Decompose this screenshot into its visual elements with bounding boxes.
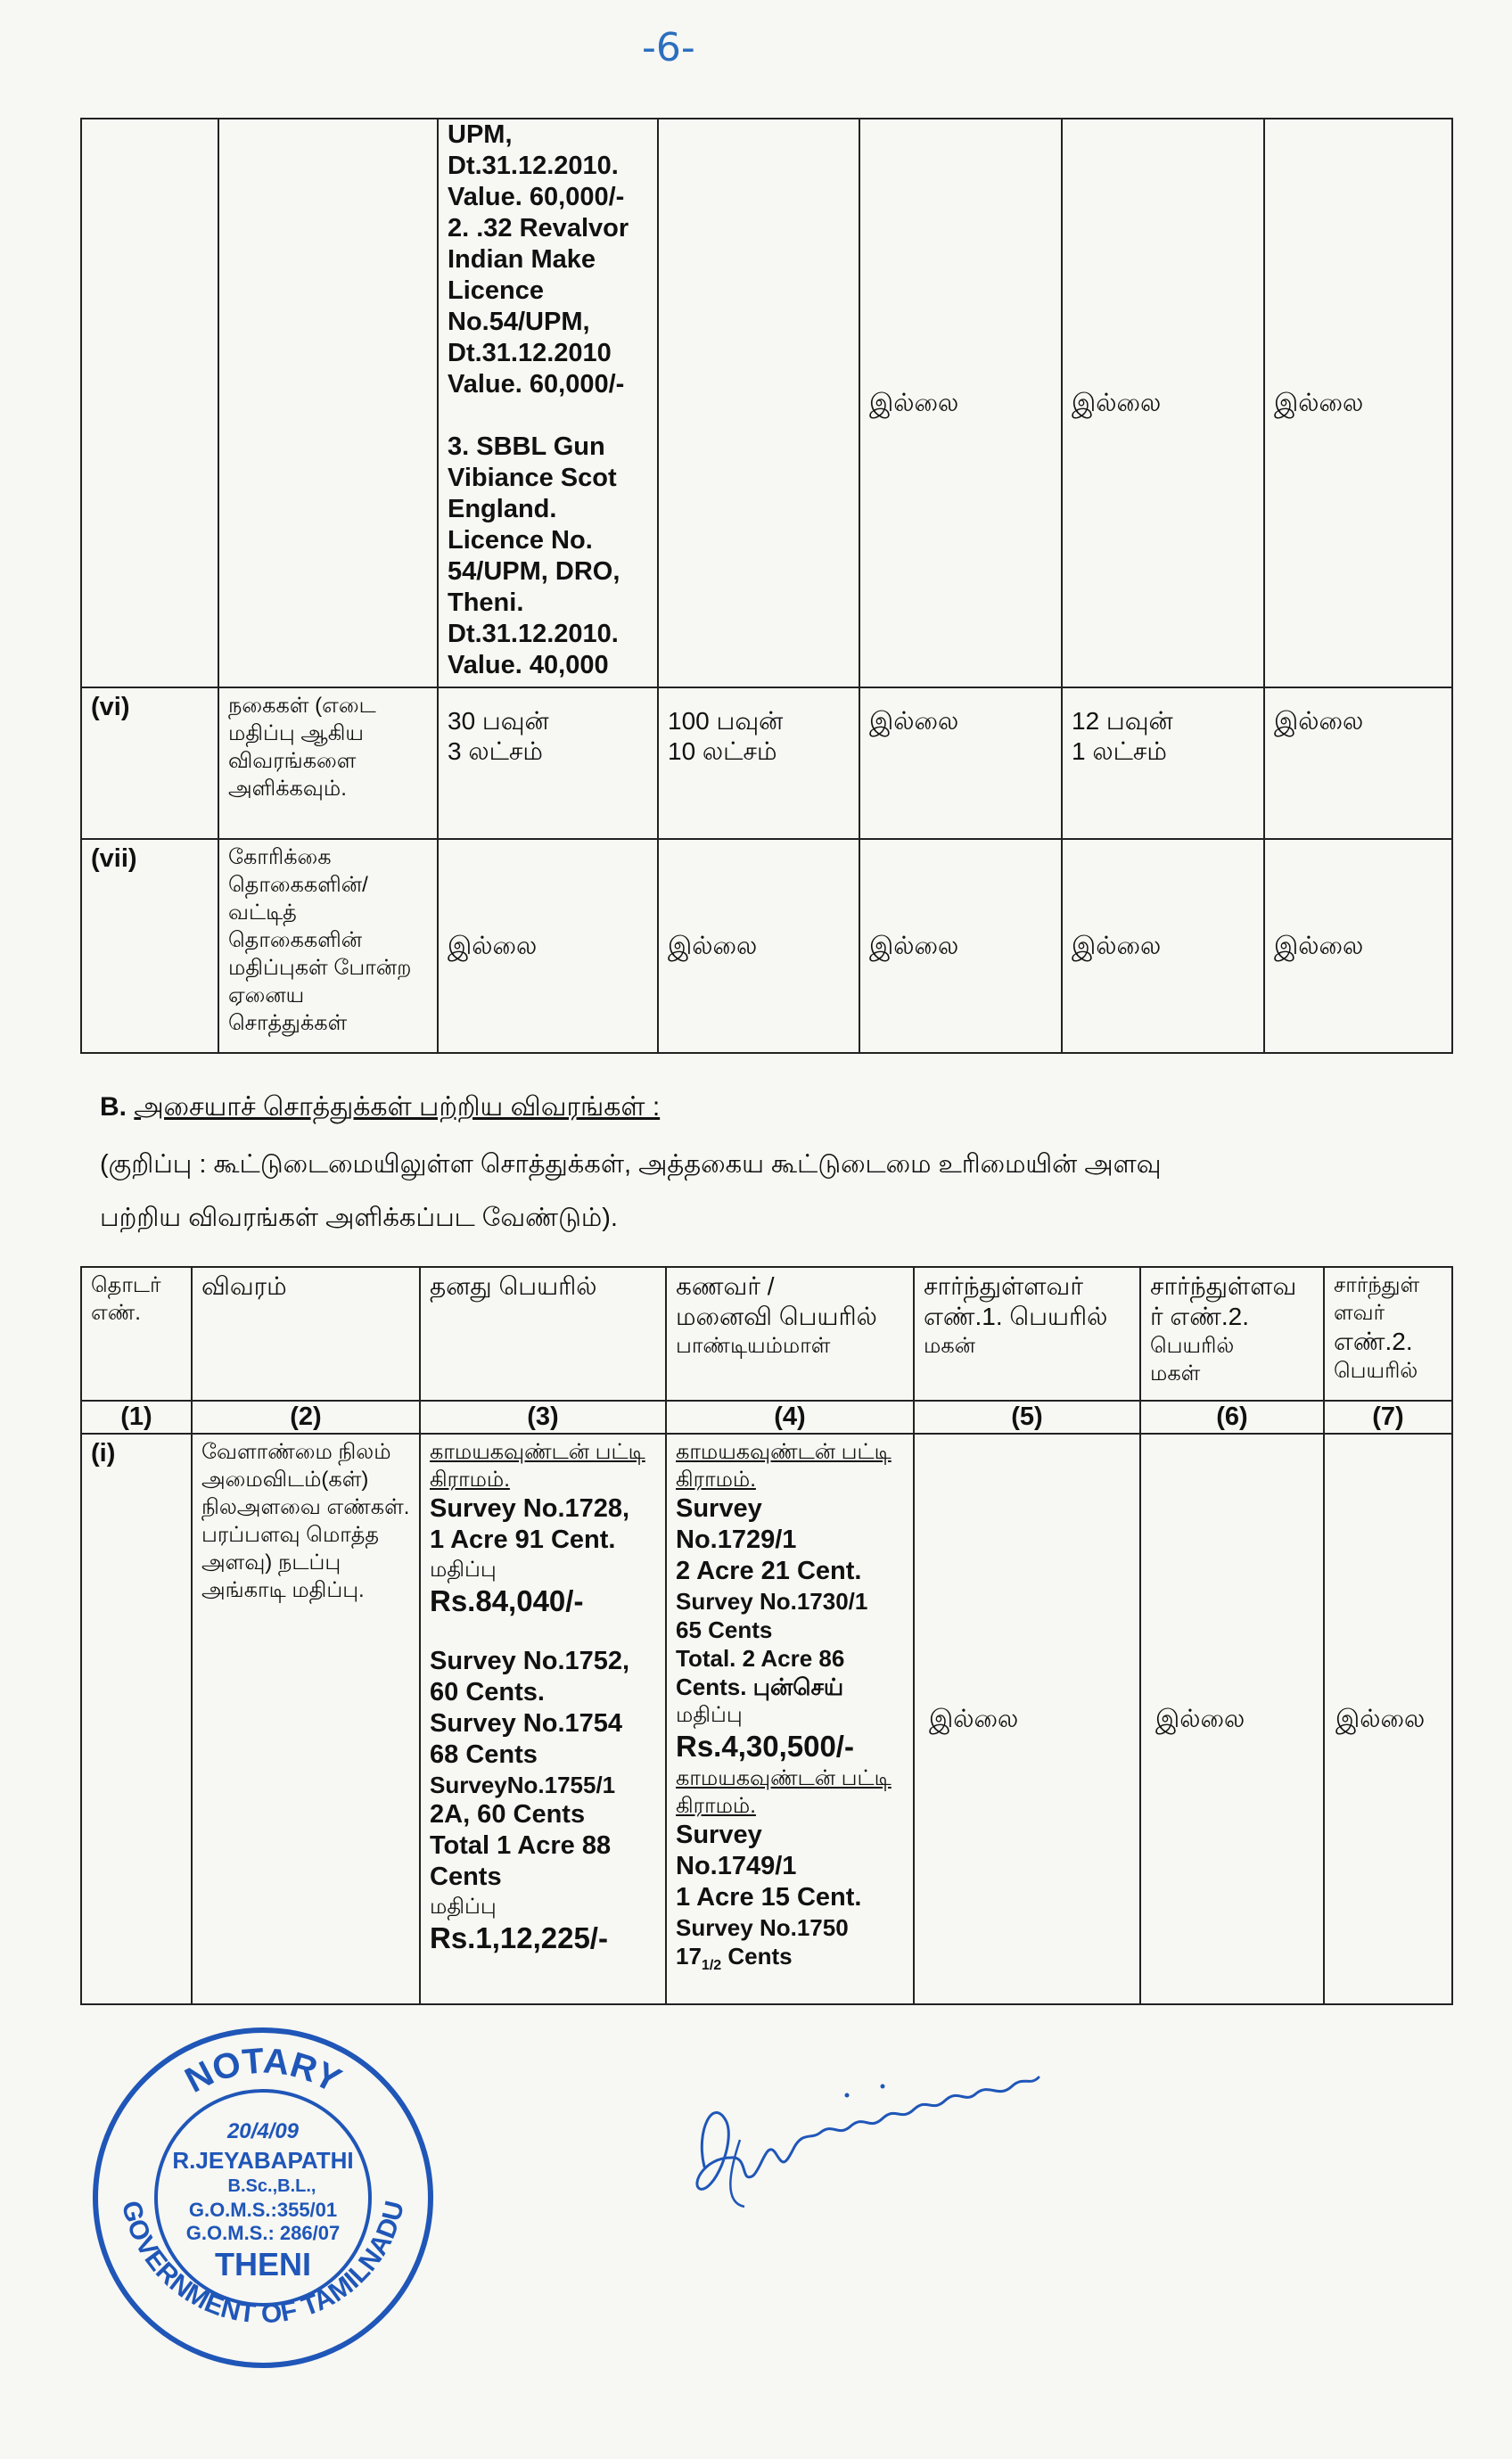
- survey-line: Survey No.1752,: [430, 1647, 630, 1675]
- survey-line: Survey No.1728,: [430, 1494, 630, 1523]
- stamp-degree: B.Sc.,B.L.,: [227, 2176, 316, 2196]
- arms-line: 3. SBBL Gun: [448, 432, 605, 461]
- arms-line: 54/UPM, DRO,: [448, 557, 620, 586]
- arms-line: No.54/UPM,: [448, 308, 590, 336]
- value-line: 12 பவுன்: [1072, 707, 1173, 735]
- arms-line: England.: [448, 495, 557, 523]
- notary-stamp: [89, 2024, 437, 2372]
- header-line: எண்.2.: [1334, 1328, 1413, 1355]
- survey-line: 1 Acre 15 Cent.: [676, 1883, 862, 1912]
- header-line: எண்.1. பெயரில்: [924, 1303, 1108, 1330]
- arms-line: UPM,: [448, 120, 513, 149]
- survey-line: 65 Cents: [676, 1616, 773, 1643]
- survey-line: [676, 1942, 904, 1980]
- value-amount: Rs.1,12,225/-: [430, 1921, 608, 1954]
- arms-line: 2. .32 Revalvor: [448, 214, 629, 243]
- row-number: (vi): [81, 687, 218, 839]
- header-line: ளவர்: [1334, 1301, 1385, 1325]
- spouse-land-details: [666, 1434, 914, 2004]
- arms-line: Indian Make: [448, 245, 596, 274]
- row-number: (i): [81, 1434, 192, 2004]
- section-letter: B.: [100, 1092, 127, 1122]
- header-line: பெயரில்: [1150, 1334, 1235, 1358]
- cell-value: இல்லை: [1140, 1434, 1324, 2004]
- row-description: கோரிக்கை தொகைகளின்/ வட்டித் தொகைகளின் மதிப்புகள் போன்ற ஏனைய சொத்துக்கள்: [218, 839, 438, 1053]
- arms-list: [438, 119, 658, 687]
- section-title: அசையாச் சொத்துக்கள் பற்றிய விவரங்கள் :: [134, 1092, 661, 1122]
- village-name: காமயகவுண்டன் பட்டி கிராமம்.: [430, 1440, 645, 1492]
- assets-table-continued: [80, 118, 1453, 1054]
- cell-value: இல்லை: [914, 1434, 1140, 2004]
- arms-line: Licence: [448, 276, 544, 305]
- value-label: மதிப்பு: [430, 1895, 497, 1919]
- row-description: நகைகள் (எடை மதிப்பு ஆகிய விவரங்களை அளிக்கவும்.: [218, 687, 438, 839]
- survey-line: 68 Cents: [430, 1740, 538, 1769]
- value-amount: Rs.4,30,500/-: [676, 1730, 854, 1763]
- cell-value: இல்லை: [859, 119, 1062, 687]
- value-label: மதிப்பு: [430, 1558, 497, 1582]
- section-note-line-1: (குறிப்பு : கூட்டுடைமையிலுள்ள சொத்துக்கள், அத்தகைய கூட்டுடைமை உரிமையின் அளவு: [100, 1150, 1162, 1179]
- cell-value: இல்லை: [1062, 839, 1264, 1053]
- immovable-assets-table: [80, 1266, 1453, 2005]
- value-line: 30 பவுன்: [448, 707, 549, 735]
- arms-line: Dt.31.12.2010: [448, 339, 612, 367]
- header-dependent-3: [1324, 1267, 1452, 1401]
- survey-line: 2 Acre 21 Cent.: [676, 1557, 862, 1585]
- page-number: -6-: [642, 25, 695, 70]
- header-line: மகன்: [924, 1334, 975, 1358]
- stamp-ring-text: GOVERNMENT OF TAMILNADU: [115, 2198, 410, 2330]
- arms-line: Theni.: [448, 588, 524, 617]
- column-number: (1): [81, 1401, 192, 1434]
- value-line: 10 லட்சம்: [668, 737, 777, 765]
- table-row: [81, 1434, 1452, 2004]
- row-description: வேளாண்மை நிலம் அமைவிடம்(கள்) நிலஅளவை எண்கள். பரப்பளவு மொத்த அளவு) நடப்பு அங்காடி மதிப்பு.: [192, 1434, 420, 2004]
- table-row: [81, 687, 1452, 839]
- arms-line: Vibiance Scot: [448, 464, 617, 492]
- cell-value: இல்லை: [1264, 687, 1452, 839]
- column-number: (4): [666, 1401, 914, 1434]
- header-line: ர் எண்.2.: [1150, 1303, 1250, 1330]
- value-label: மதிப்பு: [676, 1703, 743, 1727]
- unit: Cents: [721, 1943, 793, 1970]
- cell-empty: [658, 119, 859, 687]
- header-line: சார்ந்துள்ளவ: [1150, 1272, 1297, 1300]
- stamp-date: 20/4/09: [226, 2119, 300, 2143]
- header-line: கணவர் /: [676, 1272, 775, 1300]
- survey-line: SurveyNo.1755/1: [430, 1772, 616, 1798]
- column-number: (5): [914, 1401, 1140, 1434]
- cell-value: இல்லை: [1264, 119, 1452, 687]
- stamp-name: R.JEYABAPATHI: [172, 2147, 354, 2174]
- arms-line: Dt.31.12.2010.: [448, 152, 619, 180]
- column-number: (6): [1140, 1401, 1324, 1434]
- cell-value: இல்லை: [1062, 119, 1264, 687]
- signature: [678, 2033, 1052, 2220]
- cell-value: [1062, 687, 1264, 839]
- header-line: பெயரில்: [1334, 1359, 1418, 1383]
- table-row: [81, 119, 1452, 687]
- cell-value: இல்லை: [1264, 839, 1452, 1053]
- cell-value: [658, 687, 859, 839]
- cell-value: இல்லை: [438, 839, 658, 1053]
- stamp-top-text: NOTARY: [178, 2041, 348, 2101]
- survey-line: Survey: [676, 1494, 762, 1523]
- village-name: காமயகவுண்டன் பட்டி கிராமம்.: [676, 1766, 892, 1818]
- header-line: பாண்டியம்மாள்: [676, 1334, 831, 1358]
- village-name: காமயகவுண்டன் பட்டி கிராமம்.: [676, 1440, 892, 1492]
- survey-line: 2A, 60 Cents: [430, 1800, 586, 1829]
- header-dependent-2: [1140, 1267, 1324, 1401]
- header-line: மனைவி பெயரில்: [676, 1303, 877, 1330]
- column-number-row: [81, 1401, 1452, 1434]
- header-row: [81, 1267, 1452, 1401]
- header-line: சார்ந்துள்ளவர்: [924, 1272, 1083, 1300]
- header-spouse: [666, 1267, 914, 1401]
- fraction: 1/2: [701, 1958, 722, 1974]
- row-number: (vii): [81, 839, 218, 1053]
- stamp-goms-2: G.O.M.S.: 286/07: [185, 2222, 341, 2244]
- arms-line: Value. 60,000/-: [448, 183, 625, 211]
- header-line: மகள்: [1150, 1361, 1201, 1386]
- survey-number: 17: [676, 1943, 702, 1970]
- own-land-details: [420, 1434, 666, 2004]
- cell-empty: [81, 119, 218, 687]
- section-note-line-2: பற்றிய விவரங்கள் அளிக்கப்பட வேண்டும்).: [100, 1204, 618, 1232]
- survey-line: Survey No.1730/1: [676, 1588, 868, 1615]
- survey-line: Survey No.1750: [676, 1914, 849, 1941]
- arms-line: Value. 40,000: [448, 651, 609, 679]
- header-description: விவரம்: [192, 1267, 420, 1401]
- cell-value: இல்லை: [658, 839, 859, 1053]
- column-number: (2): [192, 1401, 420, 1434]
- survey-line: 1 Acre 91 Cent.: [430, 1526, 616, 1554]
- arms-line: Licence No.: [448, 526, 593, 555]
- survey-line: No.1729/1: [676, 1526, 797, 1554]
- column-number: (7): [1324, 1401, 1452, 1434]
- header-self: தனது பெயரில்: [420, 1267, 666, 1401]
- header-line: சார்ந்துள்: [1334, 1273, 1420, 1297]
- cell-value: [438, 687, 658, 839]
- arms-line: Value. 60,000/-: [448, 370, 625, 399]
- survey-line: No.1749/1: [676, 1852, 797, 1880]
- total-line: Total 1 Acre 88 Cents: [430, 1831, 612, 1891]
- table-row: [81, 839, 1452, 1053]
- survey-line: 60 Cents.: [430, 1678, 545, 1706]
- value-line: 3 லட்சம்: [448, 737, 543, 765]
- column-number: (3): [420, 1401, 666, 1434]
- survey-line: Survey No.1754: [430, 1709, 623, 1738]
- value-line: 1 லட்சம்: [1072, 737, 1167, 765]
- value-line: 100 பவுன்: [668, 707, 784, 735]
- cell-empty: [218, 119, 438, 687]
- stamp-goms-1: G.O.M.S.:355/01: [188, 2199, 338, 2221]
- arms-line: Dt.31.12.2010.: [448, 620, 619, 648]
- cell-value: இல்லை: [859, 839, 1062, 1053]
- value-amount: Rs.84,040/-: [430, 1584, 584, 1617]
- total-line: Total. 2 Acre 86: [676, 1645, 845, 1672]
- survey-line: Survey: [676, 1821, 762, 1849]
- cell-value: இல்லை: [859, 687, 1062, 839]
- section-b-heading: [100, 1092, 660, 1126]
- header-serial: தொடர் எண்.: [81, 1267, 192, 1401]
- cell-value: இல்லை: [1324, 1434, 1452, 2004]
- total-line: Cents. புன்செய்: [676, 1674, 844, 1700]
- header-dependent-1: [914, 1267, 1140, 1401]
- arms-line: [448, 400, 648, 432]
- stamp-place: THENI: [215, 2246, 311, 2282]
